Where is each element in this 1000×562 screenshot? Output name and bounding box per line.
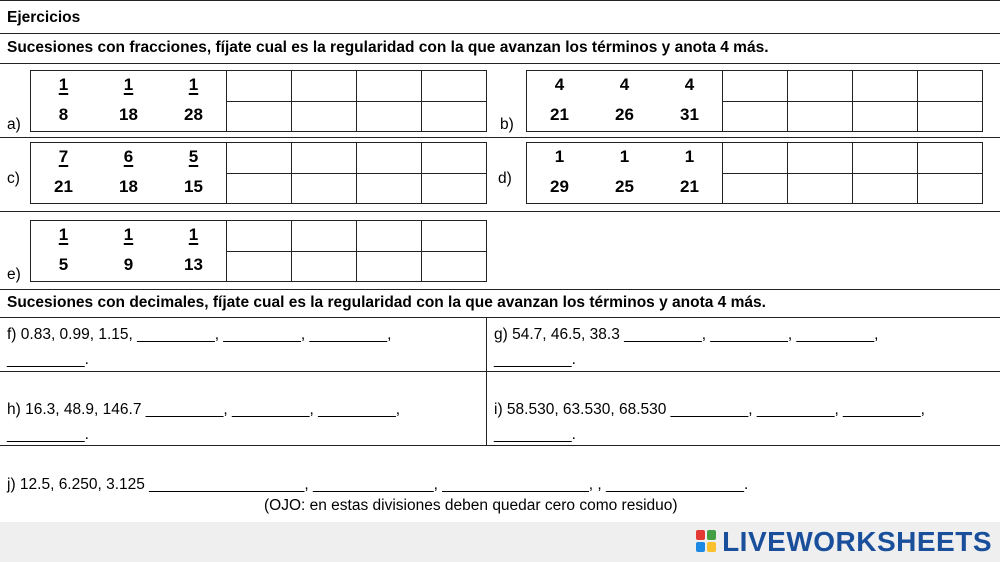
denominator: 5 [58, 255, 69, 274]
answer-input[interactable] [227, 252, 291, 281]
exercise-j-line1: j) 12.5, 6.250, 3.125 __________________, ______________, _________________, , ________________. [7, 476, 749, 493]
answer-cell[interactable] [421, 251, 486, 281]
numerator: 4 [684, 75, 695, 94]
numerator: 7 [58, 147, 69, 166]
numerator: 6 [123, 147, 134, 166]
answer-input[interactable] [853, 102, 917, 131]
fraction-table-d [526, 142, 983, 204]
numerator: 1 [123, 75, 134, 94]
answer-input[interactable] [723, 102, 787, 131]
answer-cell[interactable] [852, 101, 917, 131]
liveworksheets-logo [696, 527, 992, 557]
fraction-table-c [30, 142, 487, 204]
column-divider [486, 318, 487, 446]
answer-cell[interactable] [421, 71, 486, 101]
answer-input[interactable] [292, 174, 356, 203]
fraction-table-e [30, 220, 487, 282]
answer-input[interactable] [853, 71, 917, 101]
answer-input[interactable] [357, 221, 421, 251]
answer-cell[interactable] [291, 143, 356, 173]
exercise-j-note: (OJO: en estas divisiones deben quedar cero como residuo) [264, 497, 678, 514]
fraction-table-a [30, 70, 487, 132]
answer-cell[interactable] [917, 173, 982, 203]
answer-cell[interactable] [356, 251, 421, 281]
item-label-e: e) [7, 266, 21, 283]
answer-cell[interactable] [291, 221, 356, 251]
section1-instruction: Sucesiones con fracciones, fíjate cual es la regularidad con la que avanzan los términos y anota 4 más. [7, 39, 769, 56]
answer-input[interactable] [292, 252, 356, 281]
header-row [0, 0, 1000, 34]
answer-cell[interactable] [356, 101, 421, 131]
answer-input[interactable] [357, 252, 421, 281]
exercise-g-line2: _________. [494, 351, 576, 368]
section2-instruction: Sucesiones con decimales, fíjate cual es la regularidad con la que avanzan los términos y anota 4 más. [7, 294, 766, 311]
denominator: 21 [680, 177, 699, 196]
denominator: 18 [119, 177, 138, 196]
answer-cell[interactable] [356, 71, 421, 101]
numerator: 1 [619, 147, 630, 166]
denominator: 15 [184, 177, 203, 196]
numerator: 1 [684, 147, 695, 166]
answer-cell[interactable] [787, 71, 852, 101]
item-label-b: b) [500, 116, 514, 133]
answer-input[interactable] [357, 71, 421, 101]
fraction-table-b [526, 70, 983, 132]
numerator: 1 [123, 225, 134, 244]
denominator: 25 [615, 177, 634, 196]
answer-cell[interactable] [226, 71, 291, 101]
answer-input[interactable] [227, 71, 291, 101]
numerator: 1 [58, 225, 69, 244]
answer-input[interactable] [227, 174, 291, 203]
answer-cell[interactable] [722, 101, 787, 131]
answer-cell[interactable] [356, 173, 421, 203]
answer-input[interactable] [227, 221, 291, 251]
answer-cell[interactable] [421, 221, 486, 251]
denominator: 21 [54, 177, 73, 196]
answer-input[interactable] [357, 174, 421, 203]
exercise-g-line1: g) 54.7, 46.5, 38.3 _________, _________, _________, [494, 326, 879, 343]
answer-cell[interactable] [787, 101, 852, 131]
answer-cell[interactable] [226, 251, 291, 281]
liveworksheets-logo-text: LIVEWORKSHEETS [722, 526, 992, 557]
answer-cell[interactable] [226, 221, 291, 251]
answer-input[interactable] [422, 143, 486, 173]
answer-cell[interactable] [852, 143, 917, 173]
denominator: 8 [58, 105, 69, 124]
denominator: 18 [119, 105, 138, 124]
numerator: 4 [619, 75, 630, 94]
answer-input[interactable] [292, 102, 356, 131]
denominator: 28 [184, 105, 203, 124]
answer-input[interactable] [788, 174, 852, 203]
answer-input[interactable] [788, 143, 852, 173]
answer-cell[interactable] [356, 143, 421, 173]
answer-cell[interactable] [226, 101, 291, 131]
answer-cell[interactable] [291, 173, 356, 203]
item-label-d: d) [498, 170, 512, 187]
answer-input[interactable] [422, 252, 486, 281]
answer-input[interactable] [723, 143, 787, 173]
answer-input[interactable] [227, 102, 291, 131]
answer-input[interactable] [292, 221, 356, 251]
answer-input[interactable] [723, 174, 787, 203]
liveworksheets-logo-icon [696, 530, 718, 554]
answer-cell[interactable] [356, 221, 421, 251]
denominator: 29 [550, 177, 569, 196]
denominator: 31 [680, 105, 699, 124]
answer-cell[interactable] [787, 173, 852, 203]
answer-cell[interactable] [852, 71, 917, 101]
answer-cell[interactable] [722, 71, 787, 101]
answer-input[interactable] [918, 102, 982, 131]
answer-cell[interactable] [291, 101, 356, 131]
denominator: 13 [184, 255, 203, 274]
item-label-a: a) [7, 116, 21, 133]
answer-cell[interactable] [917, 143, 982, 173]
answer-cell[interactable] [722, 143, 787, 173]
page-title: Ejercicios [7, 9, 81, 26]
answer-input[interactable] [357, 102, 421, 131]
answer-cell[interactable] [917, 71, 982, 101]
answer-cell[interactable] [722, 173, 787, 203]
denominator: 21 [550, 105, 569, 124]
exercise-f-line2: _________. [7, 351, 89, 368]
answer-cell[interactable] [291, 71, 356, 101]
answer-input[interactable] [292, 143, 356, 173]
answer-cell[interactable] [852, 173, 917, 203]
numerator: 5 [188, 147, 199, 166]
denominator: 26 [615, 105, 634, 124]
section1-row [0, 34, 1000, 64]
denominator: 9 [123, 255, 134, 274]
exercise-f-line1: f) 0.83, 0.99, 1.15, _________, _________, _________, [7, 326, 392, 343]
answer-cell[interactable] [421, 101, 486, 131]
answer-input[interactable] [723, 71, 787, 101]
answer-input[interactable] [422, 174, 486, 203]
answer-input[interactable] [918, 174, 982, 203]
answer-cell[interactable] [291, 251, 356, 281]
exercise-h-line2: _________. [7, 426, 89, 443]
answer-input[interactable] [853, 143, 917, 173]
numerator: 1 [554, 147, 565, 166]
answer-input[interactable] [422, 71, 486, 101]
answer-cell[interactable] [226, 173, 291, 203]
numerator: 4 [554, 75, 565, 94]
numerator: 1 [188, 75, 199, 94]
answer-cell[interactable] [421, 143, 486, 173]
section2-row [0, 290, 1000, 318]
answer-input[interactable] [788, 102, 852, 131]
answer-input[interactable] [227, 143, 291, 173]
numerator: 1 [58, 75, 69, 94]
answer-cell[interactable] [226, 143, 291, 173]
numerator: 1 [188, 225, 199, 244]
exercise-i-line2: _________. [494, 426, 576, 443]
exercise-h-line1: h) 16.3, 48.9, 146.7 _________, _________, _________, [7, 401, 401, 418]
answer-input[interactable] [918, 71, 982, 101]
answer-cell[interactable] [917, 101, 982, 131]
answer-cell[interactable] [787, 143, 852, 173]
answer-cell[interactable] [421, 173, 486, 203]
answer-input[interactable] [292, 71, 356, 101]
answer-input[interactable] [918, 143, 982, 173]
item-label-c: c) [7, 170, 20, 187]
answer-input[interactable] [422, 102, 486, 131]
answer-input[interactable] [357, 143, 421, 173]
exercise-i-line1: i) 58.530, 63.530, 68.530 _________, _________, _________, [494, 401, 925, 418]
answer-input[interactable] [422, 221, 486, 251]
answer-input[interactable] [788, 71, 852, 101]
answer-input[interactable] [853, 174, 917, 203]
